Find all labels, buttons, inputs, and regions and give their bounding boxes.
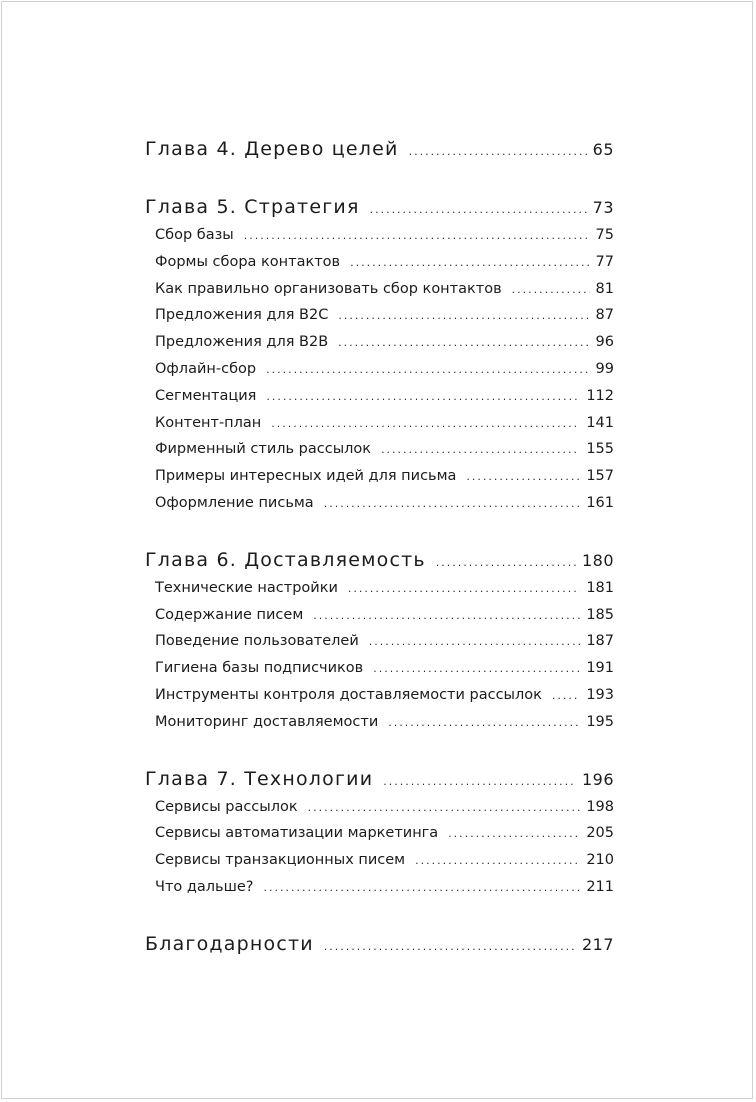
- section-title: Контент-план: [155, 414, 262, 431]
- toc-section-row[interactable]: [145, 490, 614, 517]
- dot-leader: [244, 223, 590, 250]
- page-number: 75: [595, 227, 614, 243]
- page-number: 112: [586, 387, 614, 404]
- section-title: Сервисы автоматизации маркетинга: [155, 825, 439, 842]
- page-number: 211: [586, 878, 614, 895]
- page-number: 193: [586, 686, 614, 703]
- section-title: Примеры интересных идей для письма: [155, 468, 457, 485]
- page-number: 73: [592, 198, 614, 217]
- toc-section-row[interactable]: [145, 794, 614, 821]
- page-number: 198: [586, 798, 614, 815]
- dot-leader: [266, 357, 589, 384]
- section-title: Мониторинг доставляемости: [155, 713, 379, 730]
- section-title: Сервисы транзакционных писем: [155, 852, 406, 869]
- dot-leader: [388, 710, 580, 737]
- section-title: Гигиена базы подписчиков: [155, 660, 364, 677]
- section-title: Оформление письма: [155, 494, 314, 511]
- chapter-title: Глава 6. Доставляемость: [145, 548, 426, 571]
- chapter-7: [145, 764, 614, 901]
- toc-chapter-row[interactable]: [145, 134, 614, 164]
- dot-leader: [409, 137, 587, 167]
- page-number: 196: [581, 769, 614, 789]
- toc-chapter-row[interactable]: [145, 545, 614, 575]
- table-of-contents: [145, 134, 614, 959]
- toc-section-row[interactable]: [145, 655, 614, 682]
- page-number: 205: [586, 825, 614, 842]
- page-number: 96: [595, 334, 614, 351]
- section-title: Фирменный стиль рассылок: [155, 441, 372, 458]
- page-number: 191: [586, 660, 614, 677]
- dot-leader: [324, 491, 581, 518]
- page-number: 65: [592, 140, 614, 159]
- dot-leader: [324, 932, 576, 962]
- page-number: 195: [586, 713, 614, 730]
- toc-section-row[interactable]: [145, 874, 614, 901]
- toc-section-row[interactable]: [145, 222, 614, 249]
- dot-leader: [313, 603, 580, 630]
- page-number: 161: [586, 494, 614, 511]
- dot-leader: [381, 437, 580, 464]
- dot-leader: [369, 629, 581, 656]
- toc-section-row[interactable]: [145, 575, 614, 602]
- section-title: Поведение пользователей: [155, 633, 359, 650]
- dot-leader: [383, 767, 576, 797]
- toc-section-row[interactable]: [145, 847, 614, 874]
- page-number: 81: [595, 280, 614, 297]
- toc-section-row[interactable]: [145, 463, 614, 490]
- dot-leader: [348, 576, 580, 603]
- section-title: Предложения для B2C: [155, 307, 329, 324]
- dot-leader: [338, 303, 589, 330]
- section-title: Сервисы рассылок: [155, 798, 298, 815]
- dot-leader: [466, 464, 580, 491]
- chapter-4: [145, 134, 614, 164]
- section-title: Сбор базы: [155, 227, 234, 243]
- dot-leader: [338, 330, 589, 357]
- toc-section-row[interactable]: [145, 820, 614, 847]
- chapter-5: [145, 192, 614, 517]
- toc-section-row[interactable]: [145, 602, 614, 629]
- page-number: 157: [586, 468, 614, 485]
- section-title: Содержание писем: [155, 606, 304, 623]
- dot-leader: [512, 277, 590, 304]
- section-title: Сегментация: [155, 387, 257, 404]
- section-title: Что дальше?: [155, 878, 254, 895]
- toc-section-row[interactable]: [145, 302, 614, 329]
- dot-leader: [370, 195, 587, 225]
- page-number: 155: [586, 441, 614, 458]
- toc-chapter-row[interactable]: [145, 764, 614, 794]
- page-number: 210: [586, 852, 614, 869]
- section-title: Технические настройки: [155, 579, 338, 596]
- page-number: 181: [586, 579, 614, 596]
- toc-section-row[interactable]: [145, 249, 614, 276]
- page-number: 185: [586, 606, 614, 623]
- dot-leader: [263, 875, 580, 902]
- page-number: 217: [581, 934, 614, 954]
- dot-leader: [552, 683, 580, 710]
- page-number: 77: [595, 253, 614, 270]
- dot-leader: [266, 384, 580, 411]
- page-number: 187: [586, 633, 614, 650]
- acknowledgements: [145, 929, 614, 959]
- section-title: Как правильно организовать сбор контактов: [155, 280, 502, 297]
- page-number: 87: [595, 307, 614, 324]
- dot-leader: [350, 250, 589, 277]
- toc-section-row[interactable]: [145, 709, 614, 736]
- toc-chapter-row[interactable]: [145, 929, 614, 959]
- toc-section-row[interactable]: [145, 682, 614, 709]
- toc-section-row[interactable]: [145, 436, 614, 463]
- dot-leader: [415, 848, 580, 875]
- section-title: Формы сбора контактов: [155, 253, 341, 270]
- dot-leader: [271, 411, 580, 438]
- toc-section-row[interactable]: [145, 276, 614, 303]
- dot-leader: [436, 548, 576, 578]
- section-title: Предложения для B2B: [155, 334, 329, 351]
- chapter-title: Благодарности: [145, 932, 314, 955]
- page-number: 99: [595, 360, 614, 377]
- toc-chapter-row[interactable]: [145, 192, 614, 222]
- toc-section-row[interactable]: [145, 628, 614, 655]
- toc-section-row[interactable]: [145, 356, 614, 383]
- page-number: 141: [586, 414, 614, 431]
- toc-section-row[interactable]: [145, 329, 614, 356]
- page-number: 180: [581, 550, 614, 570]
- section-title: Инструменты контроля доставляемости рассылок: [155, 686, 542, 703]
- chapter-title: Глава 4. Дерево целей: [145, 138, 399, 160]
- chapter-6: [145, 545, 614, 736]
- section-title: Офлайн-сбор: [155, 360, 257, 377]
- toc-section-row[interactable]: [145, 383, 614, 410]
- toc-section-row[interactable]: [145, 410, 614, 437]
- dot-leader: [373, 656, 580, 683]
- dot-leader: [308, 795, 581, 822]
- chapter-title: Глава 7. Технологии: [145, 767, 374, 790]
- dot-leader: [448, 821, 580, 848]
- chapter-title: Глава 5. Стратегия: [145, 196, 360, 218]
